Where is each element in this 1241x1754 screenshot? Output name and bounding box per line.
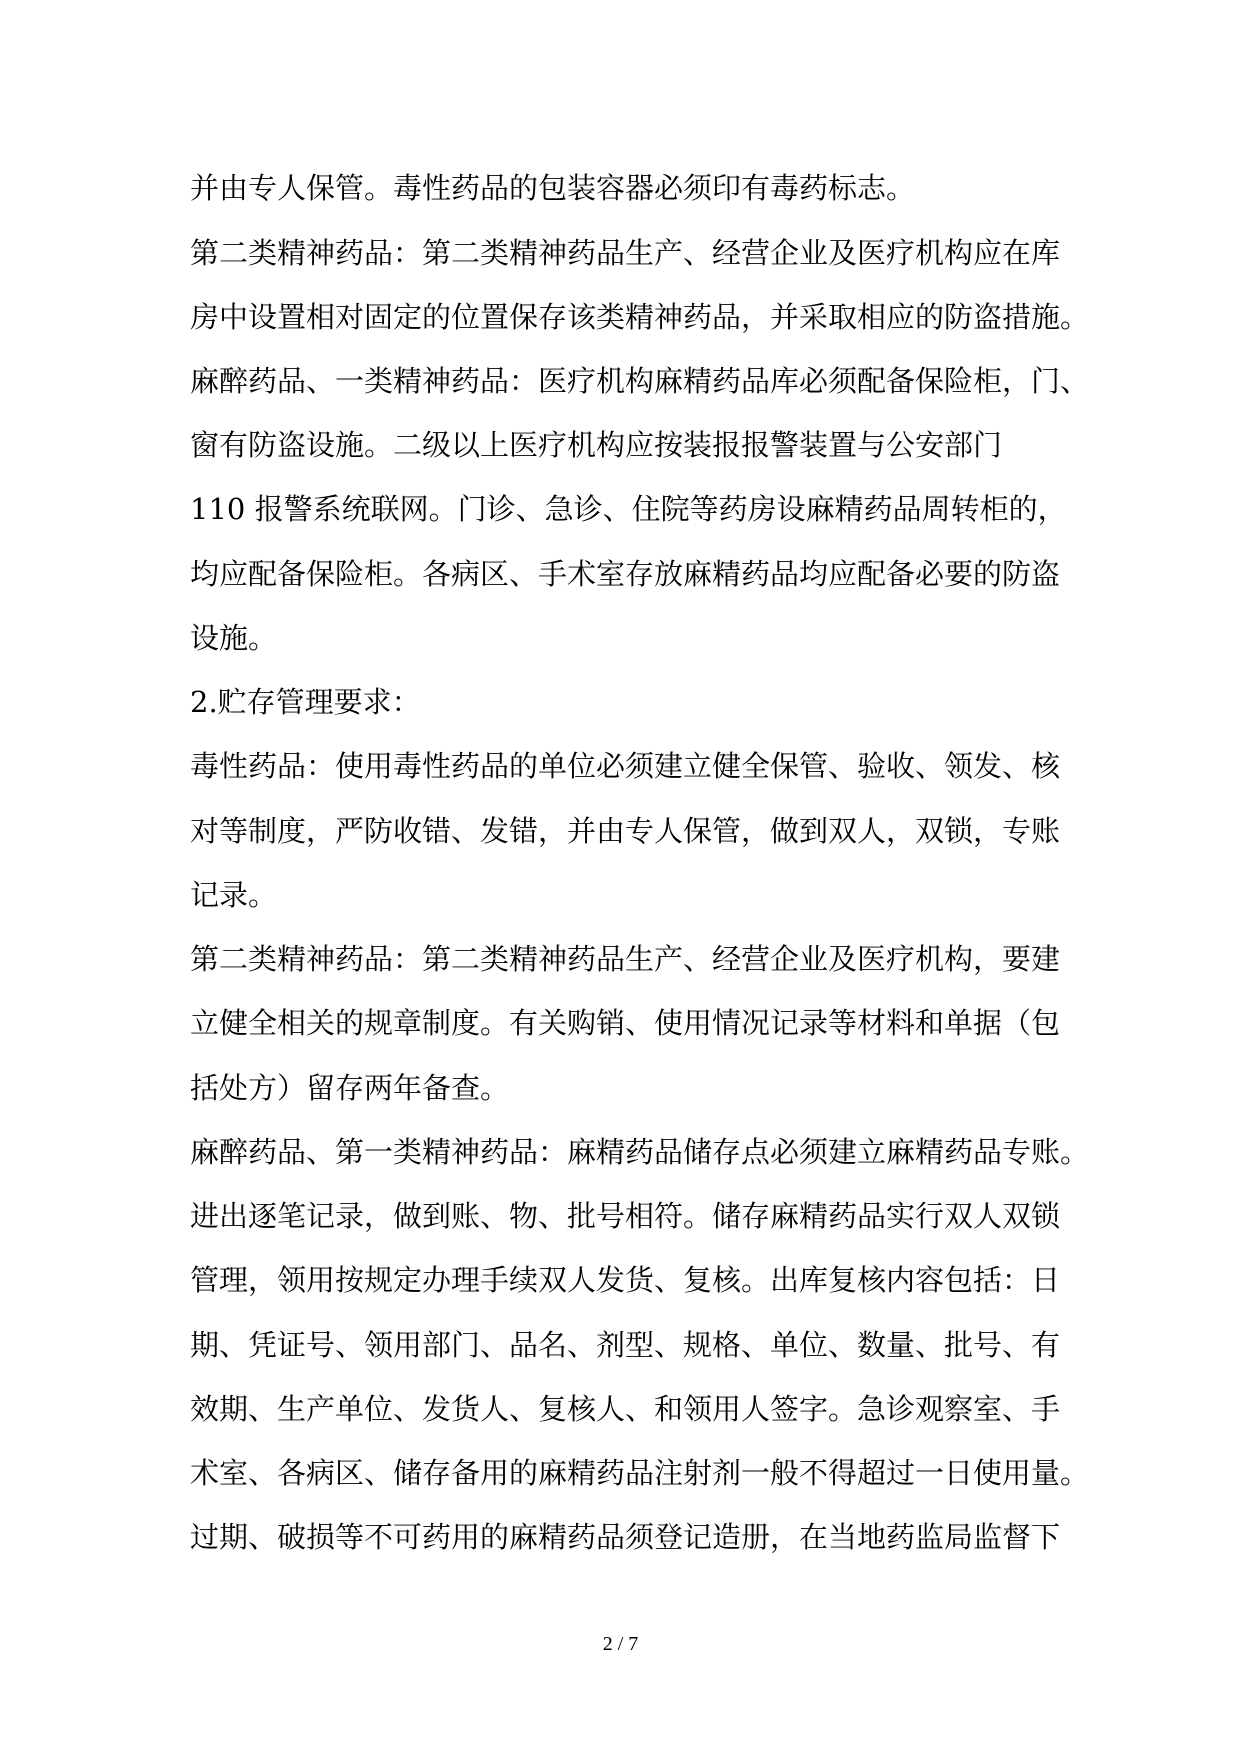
- text-line: 房中设置相对固定的位置保存该类精神药品，并采取相应的防盗措施。: [190, 300, 1090, 334]
- text-line: 期、凭证号、领用部门、品名、剂型、规格、单位、数量、批号、有: [190, 1328, 1061, 1362]
- text-line: 第二类精神药品：第二类精神药品生产、经营企业及医疗机构应在库: [190, 236, 1061, 270]
- text-line: 窗有防盗设施。二级以上医疗机构应按装报报警装置与公安部门: [190, 428, 1003, 462]
- text-line: 立健全相关的规章制度。有关购销、使用情况记录等材料和单据（包: [190, 1006, 1061, 1040]
- text-line: 记录。: [190, 878, 278, 912]
- text-line: 过期、破损等不可药用的麻精药品须登记造册，在当地药监局监督下: [190, 1520, 1061, 1554]
- text-line: 效期、生产单位、发货人、复核人、和领用人签字。急诊观察室、手: [190, 1392, 1061, 1426]
- text-line: 术室、各病区、储存备用的麻精药品注射剂一般不得超过一日使用量。: [190, 1456, 1090, 1490]
- text-line: 括处方）留存两年备查。: [190, 1071, 510, 1105]
- text-line: 管理，领用按规定办理手续双人发货、复核。出库复核内容包括：日: [190, 1263, 1061, 1297]
- text-line: 麻醉药品、一类精神药品：医疗机构麻精药品库必须配备保险柜，门、: [190, 364, 1090, 398]
- page-number: 2 / 7: [602, 1633, 639, 1655]
- text-line: 对等制度，严防收错、发错，并由专人保管，做到双人，双锁，专账: [190, 814, 1061, 848]
- text-line: 毒性药品：使用毒性药品的单位必须建立健全保管、验收、领发、核: [190, 749, 1061, 783]
- text-line: 均应配备保险柜。各病区、手术室存放麻精药品均应配备必要的防盗: [190, 557, 1061, 591]
- text-line: 第二类精神药品：第二类精神药品生产、经营企业及医疗机构，要建: [190, 942, 1061, 976]
- text-line: 麻醉药品、第一类精神药品：麻精药品储存点必须建立麻精药品专账。: [190, 1135, 1090, 1169]
- section-heading: 2.贮存管理要求：: [190, 685, 421, 719]
- text-line: 并由专人保管。毒性药品的包装容器必须印有毒药标志。: [190, 171, 916, 205]
- text-line: 进出逐笔记录，做到账、物、批号相符。储存麻精药品实行双人双锁: [190, 1199, 1061, 1233]
- text-line: 设施。: [190, 621, 278, 655]
- text-line: 110 报警系统联网。门诊、急诊、住院等药房设麻精药品周转柜的，: [190, 492, 1067, 526]
